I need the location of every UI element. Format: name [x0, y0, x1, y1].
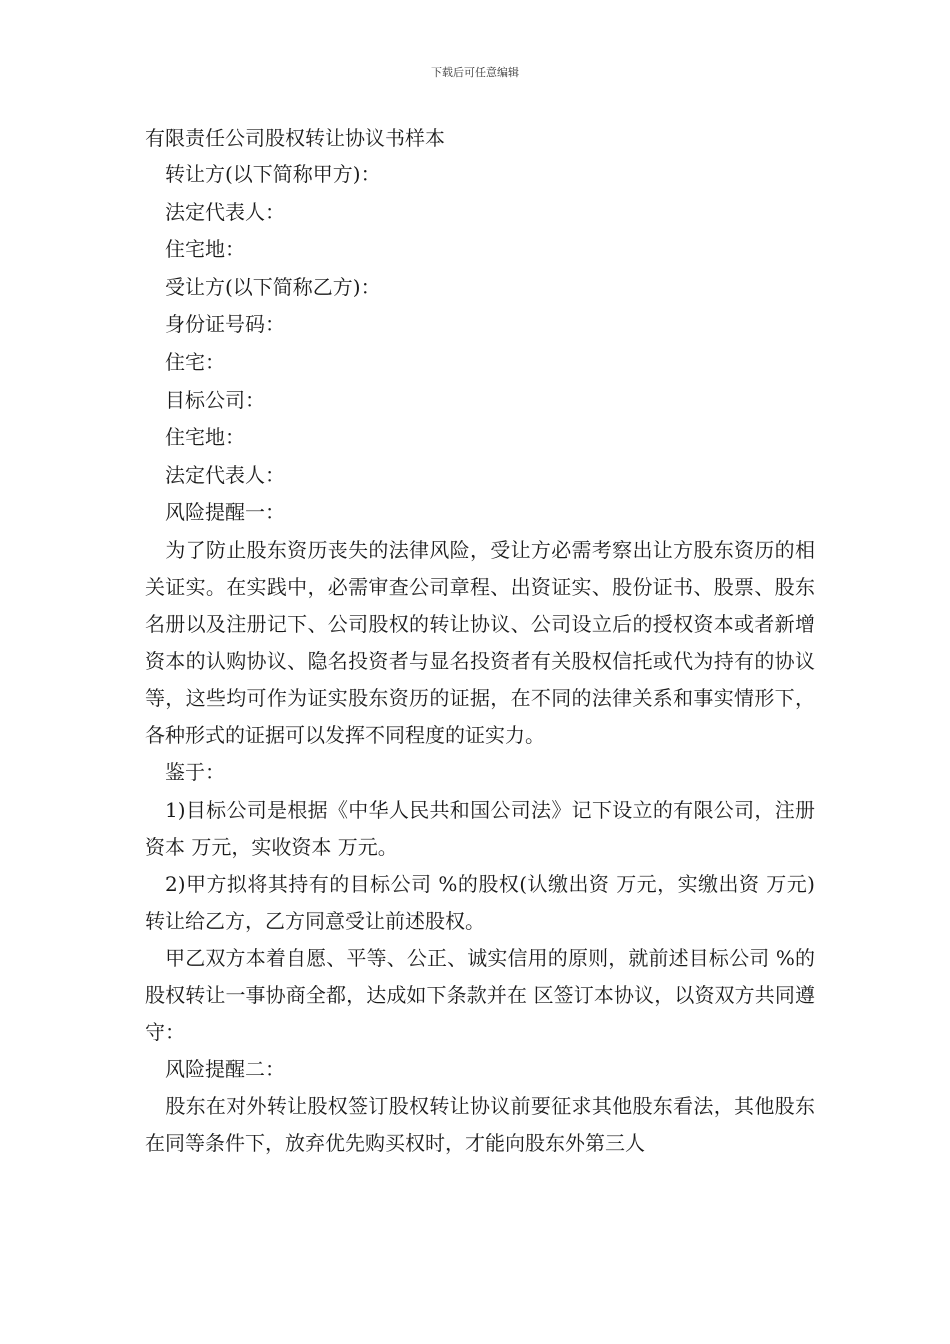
agreement-intro — [145, 940, 815, 1051]
field-residence-2: 住宅： — [165, 349, 225, 374]
risk-reminder-1-label: 风险提醒一： — [165, 500, 285, 525]
field-company-residence: 住宅地： — [165, 425, 245, 450]
whereas-clause-2 — [145, 866, 815, 940]
risk-reminder-2-body — [145, 1088, 815, 1162]
risk-reminder-1-body — [145, 532, 815, 754]
field-legal-representative: 法定代表人： — [165, 199, 285, 224]
document-title: 有限责任公司股权转让协议书样本 — [145, 126, 445, 150]
field-transferee: 受让方(以下简称乙方)： — [165, 274, 381, 299]
risk-reminder-2-text: 股东在对外转让股权签订股权转让协议前要征求其他股东看法，其他股东在同等条件下，放弃优先购买权时，才能向股东外第三人 — [145, 1094, 815, 1156]
field-id-number: 身份证号码： — [165, 312, 285, 337]
field-target-company: 目标公司： — [165, 387, 265, 412]
whereas-clause-1-text: 1)目标公司是根据《中华人民共和国公司法》记下设立的有限公司，注册资本 万元，实收资本 万元。 — [145, 797, 815, 859]
page-header-note: 下载后可任意编辑 — [431, 66, 519, 79]
field-transferor: 转让方(以下简称甲方)： — [165, 162, 381, 186]
field-residence: 住宅地： — [165, 237, 245, 262]
whereas-label: 鉴于： — [165, 759, 225, 784]
risk-reminder-2-label: 风险提醒二： — [165, 1056, 285, 1081]
whereas-clause-2-text: 2)甲方拟将其持有的目标公司 %的股权(认缴出资 万元，实缴出资 万元)转让给乙方，乙方同意受让前述股权。 — [145, 871, 815, 933]
document-body — [145, 120, 815, 1162]
field-company-legal-rep: 法定代表人： — [165, 462, 285, 487]
risk-reminder-1-text: 为了防止股东资历丧失的法律风险，受让方必需考察出让方股东资历的相关证实。在实践中，必需审查公司章程、出资证实、股份证书、股票、股东名册以及注册记下、公司股权的转让协议、公司设立后的授权资本或者新增资本的认购协议、隐名投资者与显名投资者有关股权信托或代为持有的协议等，这些均可作为证实股东资历的证据，在不同的法律关系和事实情形下，各种形式的证据可以发挥不同程度的证实力。 — [145, 537, 815, 747]
whereas-clause-1 — [145, 792, 815, 866]
agreement-intro-text: 甲乙双方本着自愿、平等、公正、诚实信用的原则，就前述目标公司 %的股权转让一事协商全都，达成如下条款并在 区签订本协议，以资双方共同遵守： — [145, 945, 815, 1044]
